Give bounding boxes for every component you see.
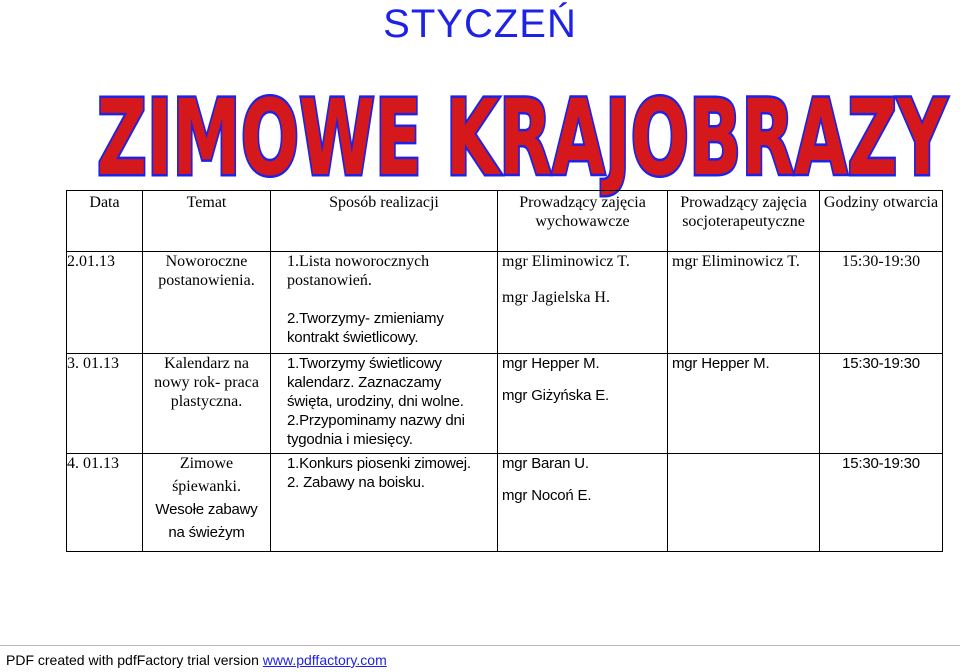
topic-line: Kalendarz na xyxy=(164,355,249,372)
hours-cell: 15:30-19:30 xyxy=(820,252,943,354)
header-method: Sposób realizacji xyxy=(271,191,498,252)
footer-link[interactable]: www.pdffactory.com xyxy=(262,652,387,668)
method-line: 1.Konkurs piosenki zimowej. xyxy=(287,455,471,472)
table-header-row xyxy=(67,191,943,252)
method-line: święta, urodziny, dni wolne. xyxy=(287,393,464,410)
banner-title-text: ZIMOWE KRAJOBRAZY xyxy=(97,77,949,199)
banner-title xyxy=(92,62,952,200)
method-line: postanowień. xyxy=(287,272,372,289)
educator-name: mgr Baran U. xyxy=(502,455,589,472)
method-cell xyxy=(271,354,498,454)
schedule-table xyxy=(66,190,943,552)
topic-line: plastyczna. xyxy=(170,393,243,410)
educator-name: mgr Eliminowicz T. xyxy=(502,253,630,270)
method-line: 1.Lista noworocznych xyxy=(287,253,430,270)
topic-line: na świeżym xyxy=(168,524,245,541)
date-cell: 4. 01.13 xyxy=(67,454,143,552)
table-row xyxy=(67,252,943,354)
method-line: tygodnia i miesięcy. xyxy=(287,431,413,448)
footer-text: PDF created with pdfFactory trial version xyxy=(6,652,263,668)
footer-divider xyxy=(0,645,960,646)
header-hours: Godziny otwarcia xyxy=(820,191,943,252)
socio-cell: mgr Hepper M. xyxy=(668,354,820,454)
method-cell xyxy=(271,454,498,552)
topic-line: Wesołe zabawy xyxy=(155,501,258,518)
educators-cell xyxy=(498,252,668,354)
socio-cell xyxy=(668,454,820,552)
topic-line: śpiewanki. xyxy=(172,478,241,495)
header-date: Data xyxy=(67,191,143,252)
method-line: kalendarz. Zaznaczamy xyxy=(287,374,442,391)
date-cell: 2.01.13 xyxy=(67,252,143,354)
topic-line: nowy rok- praca xyxy=(154,374,259,391)
topic-line: Noworoczne xyxy=(165,253,248,270)
method-line: 2. Zabawy na boisku. xyxy=(287,474,425,491)
topic-cell xyxy=(143,252,271,354)
hours-cell: 15:30-19:30 xyxy=(820,454,943,552)
method-cell xyxy=(271,252,498,354)
method-line: kontrakt świetlicowy. xyxy=(287,329,419,346)
educators-cell xyxy=(498,454,668,552)
method-line xyxy=(287,290,497,309)
table-row xyxy=(67,454,943,552)
header-socio: Prowadzący zajęcia socjoterapeutyczne xyxy=(668,191,820,252)
educator-name: mgr Hepper M. xyxy=(502,355,600,372)
educator-name: mgr Nocoń E. xyxy=(502,487,592,504)
method-line: 1.Tworzymy świetlicowy xyxy=(287,355,442,372)
method-line: 2.Tworzymy- zmieniamy xyxy=(287,310,444,327)
date-cell: 3. 01.13 xyxy=(67,354,143,454)
educator-name: mgr Giżyńska E. xyxy=(502,387,610,404)
topic-cell xyxy=(143,354,271,454)
educator-name: mgr Jagielska H. xyxy=(502,289,610,306)
hours-cell: 15:30-19:30 xyxy=(820,354,943,454)
topic-line: postanowienia. xyxy=(158,272,255,289)
socio-cell: mgr Eliminowicz T. xyxy=(668,252,820,354)
table-row xyxy=(67,354,943,454)
footer xyxy=(6,652,387,668)
header-educators: Prowadzący zajęcia wychowawcze xyxy=(498,191,668,252)
month-title: STYCZEŃ xyxy=(383,2,577,46)
topic-cell xyxy=(143,454,271,552)
educators-cell xyxy=(498,354,668,454)
topic-line: Zimowe xyxy=(179,455,234,472)
header-topic: Temat xyxy=(143,191,271,252)
method-line: 2.Przypominamy nazwy dni xyxy=(287,412,465,429)
